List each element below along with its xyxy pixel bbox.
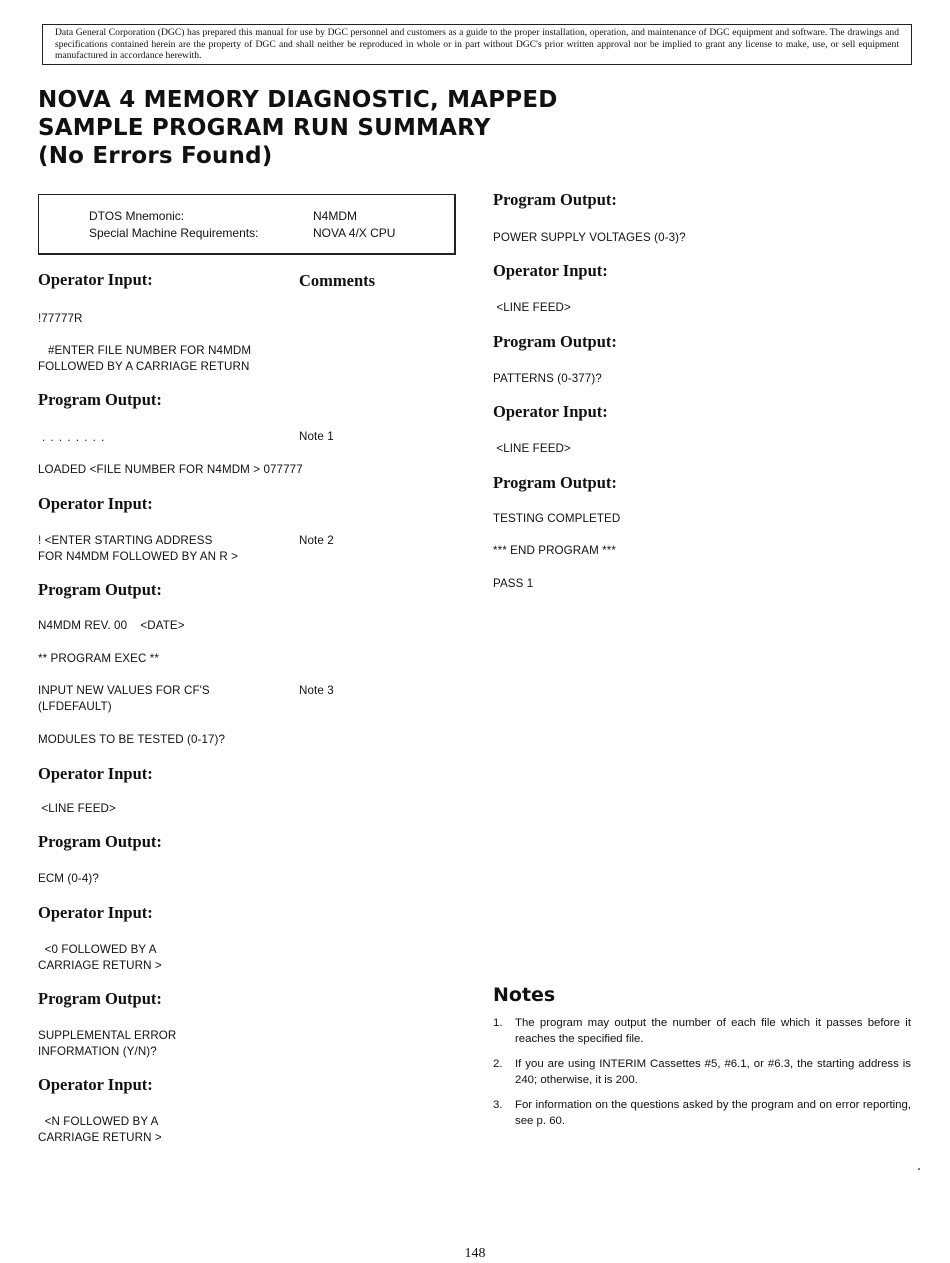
output-line: *** END PROGRAM *** [493,544,617,557]
spec-requirements-value: NOVA 4/X CPU [313,226,396,240]
operator-line: CARRIAGE RETURN > [38,959,162,972]
output-line: TESTING COMPLETED [493,512,621,525]
note-number: 1. [493,1017,503,1029]
output-line: POWER SUPPLY VOLTAGES (0-3)? [493,231,686,244]
heading-program-output: Program Output: [38,580,162,599]
spec-mnemonic-label: DTOS Mnemonic: [89,209,185,223]
heading-operator-input: Operator Input: [38,270,153,289]
output-line: (LFDEFAULT) [38,700,112,713]
operator-line: <N FOLLOWED BY A [38,1115,159,1128]
spec-row-mnemonic [89,209,357,223]
output-line: FOLLOWED BY A CARRIAGE RETURN [38,360,250,373]
scan-speck [918,1168,920,1170]
heading-operator-input: Operator Input: [493,402,608,421]
output-line: ECM (0-4)? [38,872,99,885]
operator-line: <LINE FEED> [493,301,571,314]
operator-line: !77777R [38,312,83,325]
note-item [493,1056,911,1088]
heading-comments: Comments [299,271,376,290]
heading-program-output: Program Output: [493,332,617,351]
output-line: N4MDM REV. 00 <DATE> [38,619,185,632]
output-line: MODULES TO BE TESTED (0-17)? [38,733,226,746]
copyright-notice: Data General Corporation (DGC) has prepared this manual for use by DGC personnel and customers as a guide to the proper installation, operation, and maintenance of DGC equipment and software. The drawings and specifications contained herein are the property of DGC and shall neither be reproduced in whole or in part without DGC's prior written approval nor be implied to grant any license to make, use, or sell equipment manufactured in accordance herewith. [42,24,912,65]
page-number: 148 [464,1246,486,1261]
note-number: 3. [493,1099,503,1111]
output-line: PATTERNS (0-377)? [493,372,602,385]
title-line-2: SAMPLE PROGRAM RUN SUMMARY [38,115,491,141]
notes-list [493,1015,911,1138]
output-line: INPUT NEW VALUES FOR CF'S [38,684,210,697]
note-item [493,1097,911,1129]
heading-program-output: Program Output: [493,473,617,492]
notes-heading: Notes [493,984,556,1006]
output-line: SUPPLEMENTAL ERROR [38,1029,177,1042]
comment-note-1: Note 1 [299,430,334,443]
title-line-1: NOVA 4 MEMORY DIAGNOSTIC, MAPPED [38,87,558,113]
note-text: If you are using INTERIM Cassettes #5, #6.1, or #6.3, the starting address is 240; otherwise, it is 200. [515,1058,911,1086]
heading-operator-input: Operator Input: [493,261,608,280]
heading-program-output: Program Output: [38,989,162,1008]
note-item [493,1015,911,1047]
heading-operator-input: Operator Input: [38,903,153,922]
spec-row-requirements [89,226,396,240]
output-line: #ENTER FILE NUMBER FOR N4MDM [38,344,252,357]
heading-operator-input: Operator Input: [38,1075,153,1094]
output-line: LOADED <FILE NUMBER FOR N4MDM > 077777 [38,463,303,476]
output-dots: . . . . . . . . [42,431,106,444]
operator-line: <LINE FEED> [493,442,571,455]
heading-operator-input: Operator Input: [38,494,153,513]
output-line: ** PROGRAM EXEC ** [38,652,159,665]
comment-note-3: Note 3 [299,684,334,697]
heading-program-output: Program Output: [38,390,162,409]
operator-line: <0 FOLLOWED BY A [38,943,157,956]
title-line-3: (No Errors Found) [38,143,273,169]
heading-program-output: Program Output: [493,190,617,209]
program-spec-box [38,194,456,255]
operator-line: ! <ENTER STARTING ADDRESS [38,534,213,547]
heading-program-output: Program Output: [38,832,162,851]
note-text: The program may output the number of each file which it passes before it reaches the specified file. [515,1017,911,1045]
output-line: PASS 1 [493,577,534,590]
comment-note-2: Note 2 [299,534,334,547]
page-title [38,86,558,170]
spec-mnemonic-value: N4MDM [313,209,357,223]
note-number: 2. [493,1058,503,1070]
output-line: INFORMATION (Y/N)? [38,1045,157,1058]
operator-line: FOR N4MDM FOLLOWED BY AN R > [38,550,239,563]
note-text: For information on the questions asked by the program and on error reporting, see p. 60. [515,1099,911,1127]
heading-operator-input: Operator Input: [38,764,153,783]
operator-line: CARRIAGE RETURN > [38,1131,162,1144]
operator-line: <LINE FEED> [38,802,116,815]
spec-requirements-label: Special Machine Requirements: [89,226,259,240]
